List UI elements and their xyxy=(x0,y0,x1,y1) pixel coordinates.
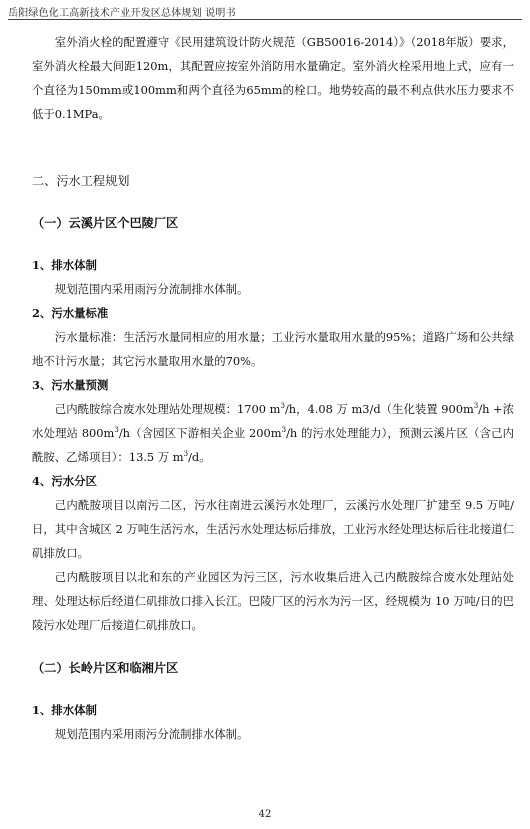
forecast-text-part-f: /d。 xyxy=(188,450,211,464)
fire-hydrant-paragraph: 室外消火栓的配置遵守《民用建筑设计防火规范（GB50016-2014）》（2018年版）要求，室外消火栓最大间距120m，其配置应按室外消防用水量确定。室外消火栓采用地上式，应有一个直径为150mm或100mm和两个直径为65mm的栓口。地势较高的最不利点供水压力要求不低于0.1MPa。 xyxy=(32,35,514,121)
superscript-3: 3 xyxy=(281,426,287,435)
heading-sewage-standard: 2、污水量标准 xyxy=(32,306,109,320)
forecast-text-part-c: /h +浓水处理站 800m xyxy=(32,402,514,440)
sewage-zoning-paragraph-2: 己内酰胺项目以北和东的产业园区为污三区，污水收集后进入己内酰胺综合废水处理站处理、处理达标后经道仁矶排放口排入长江。巴陵厂区的污水为污一区，经规模为 10 万吨/日的巴陵污水处理厂后接道仁矶排放口。 xyxy=(32,570,514,632)
superscript-3: 3 xyxy=(473,402,479,411)
document-header: 岳阳绿色化工高新技术产业开发区总体规划 说明书 xyxy=(8,8,236,19)
page-body xyxy=(32,30,514,746)
sewage-forecast-text xyxy=(32,397,514,469)
sewage-standard-text: 污水量标准：生活污水量同相应的用水量；工业污水量取用水量的95%；道路广场和公共绿地不计污水量；其它污水量取用水量的70%。 xyxy=(32,330,514,368)
header-divider xyxy=(8,19,522,20)
forecast-text-part-d: /h（含园区下游相关企业 200m xyxy=(118,426,282,440)
heading-drainage-system-2: 1、排水体制 xyxy=(32,703,97,717)
subsection-heading-changling: （二）长岭片区和临湘片区 xyxy=(32,661,179,675)
superscript-3: 3 xyxy=(183,450,189,459)
forecast-text-part-e: /h 的污水处理能力），预测云溪片区（含己内酰胺、乙烯项目）：13.5 万 m xyxy=(32,426,514,464)
superscript-3: 3 xyxy=(280,402,285,411)
page-number: 42 xyxy=(258,809,272,820)
section-heading-sewage: 二、污水工程规划 xyxy=(32,174,130,188)
drainage-system-text-2: 规划范围内采用雨污分流制排水体制。 xyxy=(54,727,249,741)
subsection-heading-yunxi: （一）云溪片区个巴陵厂区 xyxy=(32,216,179,230)
drainage-system-text: 规划范围内采用雨污分流制排水体制。 xyxy=(54,282,249,296)
sewage-zoning-paragraph-1: 己内酰胺项目以南污二区，污水往南进云溪污水处理厂，云溪污水处理厂扩建至 9.5 万吨/日，其中含城区 2 万吨生活污水，生活污水处理达标后排放，工业污水经处理达标后往北接道仁矶排放口。 xyxy=(32,498,514,560)
superscript-3: 3 xyxy=(114,426,119,435)
heading-sewage-forecast: 3、污水量预测 xyxy=(32,378,109,392)
heading-sewage-zoning: 4、污水分区 xyxy=(32,474,97,488)
heading-drainage-system: 1、排水体制 xyxy=(32,258,97,272)
forecast-text-part-a: 己内酰胺综合废水处理站处理规模：1700 m xyxy=(54,402,281,416)
forecast-text-part-b: /h，4.08 万 m3/d（生化装置 900m xyxy=(284,402,474,416)
